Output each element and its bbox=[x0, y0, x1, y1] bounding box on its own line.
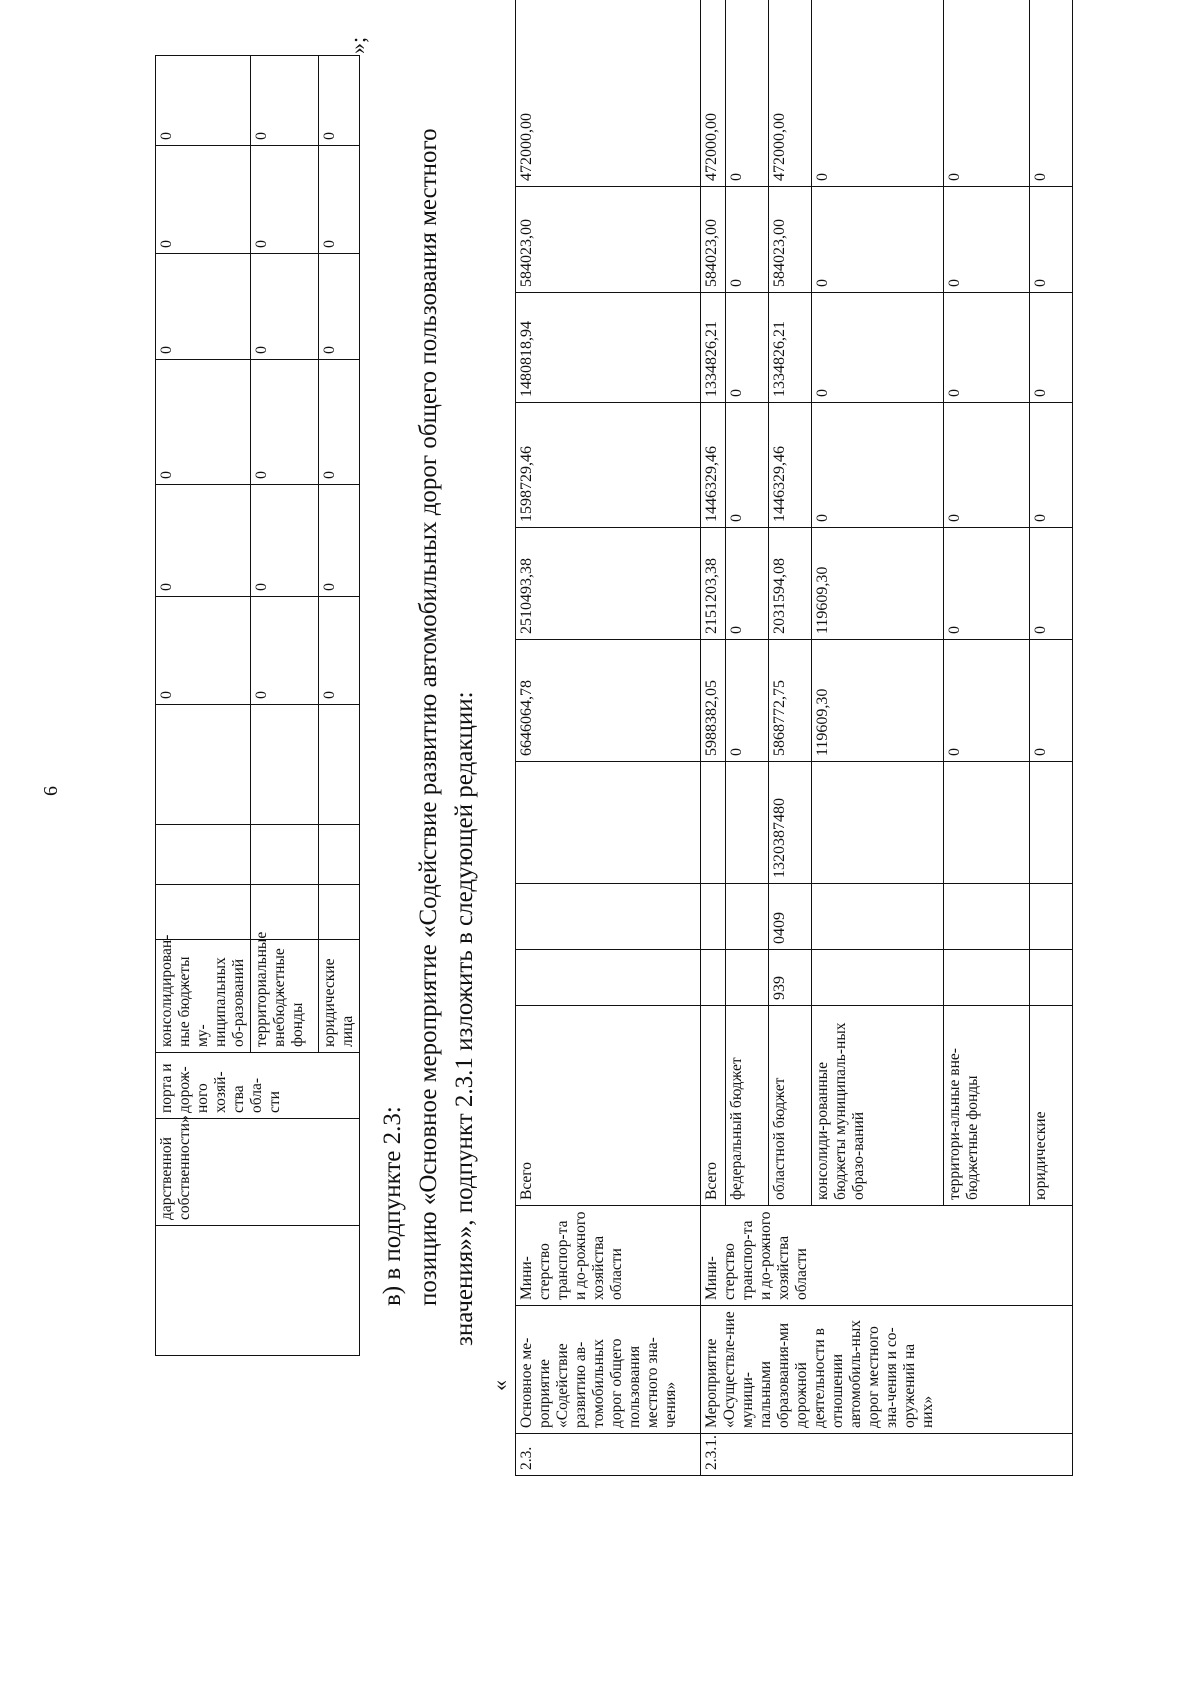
table-cell bbox=[319, 885, 360, 940]
table-cell bbox=[726, 950, 769, 1006]
table-cell: юридические bbox=[1030, 1006, 1073, 1206]
table-cell bbox=[1030, 884, 1073, 950]
table-cell: 1334826,21 bbox=[769, 293, 812, 403]
main-table bbox=[515, 0, 1073, 1476]
table-cell bbox=[726, 762, 769, 884]
table-cell bbox=[1030, 762, 1073, 884]
paragraph-line-2: позицию «Основное мероприятие «Содействие развитию автомобильных дорог общего пользования местного bbox=[415, 128, 442, 1306]
closing-quote: »; bbox=[345, 36, 370, 54]
table-cell: 0 bbox=[251, 254, 319, 360]
table-cell bbox=[516, 884, 701, 950]
table-cell: областной бюджет bbox=[769, 1006, 812, 1206]
table-cell: 0 bbox=[944, 640, 1030, 762]
table-cell: 0 bbox=[726, 293, 769, 403]
top-table bbox=[155, 55, 360, 1356]
table-cell: Мероприятие «Осуществле-ние муници-пальными образования-ми дорожной деятельности в отношении автомобиль-ных дорог местного зна-чения и со-оружений на них» bbox=[701, 1306, 1073, 1434]
table-cell: 472000,00 bbox=[516, 0, 701, 187]
opening-quote: « bbox=[487, 1380, 512, 1391]
table-cell bbox=[726, 884, 769, 950]
table-cell bbox=[516, 762, 701, 884]
table-cell: 0 bbox=[156, 146, 251, 254]
table-cell: консолиди-рованные бюджеты муниципаль-ных образо-ваний bbox=[812, 1006, 944, 1206]
page-number: 6 bbox=[40, 786, 62, 796]
table-cell: 0 bbox=[726, 528, 769, 640]
table-cell bbox=[944, 762, 1030, 884]
table-cell: 0 bbox=[944, 187, 1030, 293]
table-cell: 5868772,75 bbox=[769, 640, 812, 762]
table-cell: 0 bbox=[319, 360, 360, 485]
table-cell: 584023,00 bbox=[516, 187, 701, 293]
table-row bbox=[156, 56, 251, 1356]
table-cell: 0 bbox=[251, 146, 319, 254]
table-cell: 472000,00 bbox=[769, 0, 812, 187]
table-cell: 1480818,94 bbox=[516, 293, 701, 403]
table-cell: 2151203,38 bbox=[701, 528, 726, 640]
table-cell bbox=[156, 1226, 360, 1356]
table-cell bbox=[944, 950, 1030, 1006]
table-cell: юридические лица bbox=[319, 940, 360, 1053]
table-cell: 0 bbox=[726, 187, 769, 293]
table-cell: 0 bbox=[319, 254, 360, 360]
table-cell: 0 bbox=[156, 597, 251, 705]
table-cell: Мини-стерство транспор-та и до-рожного хозяйства области bbox=[701, 1206, 1073, 1306]
table-cell: территори-альные вне-бюджетные фонды bbox=[944, 1006, 1030, 1206]
table-cell: 0 bbox=[251, 485, 319, 597]
table-cell: 0 bbox=[812, 0, 944, 187]
table-cell bbox=[156, 825, 251, 885]
table-cell: 1446329,46 bbox=[701, 403, 726, 528]
table-cell: 119609,30 bbox=[812, 640, 944, 762]
table-cell: 6646064,78 bbox=[516, 640, 701, 762]
table-cell: 0409 bbox=[769, 884, 812, 950]
table-cell: 0 bbox=[251, 360, 319, 485]
table-cell: 1320387480 bbox=[769, 762, 812, 884]
table-cell bbox=[319, 705, 360, 825]
table-cell: 0 bbox=[726, 0, 769, 187]
table-cell: 0 bbox=[251, 56, 319, 146]
table-cell: 0 bbox=[1030, 0, 1073, 187]
table-cell: 0 bbox=[812, 403, 944, 528]
table-cell: 0 bbox=[812, 187, 944, 293]
table-row bbox=[701, 0, 726, 1476]
table-cell bbox=[156, 885, 251, 940]
table-cell bbox=[944, 884, 1030, 950]
table-cell: 2031594,08 bbox=[769, 528, 812, 640]
table-cell: порта и дорож-ного хозяй-ства обла-сти bbox=[156, 1053, 360, 1119]
table-row bbox=[516, 0, 701, 1476]
table-cell: консолидирован-ные бюджеты му-ниципальных об-разований bbox=[156, 940, 251, 1053]
table-cell bbox=[251, 825, 319, 885]
table-cell bbox=[251, 705, 319, 825]
table-cell bbox=[156, 705, 251, 825]
table-cell: 0 bbox=[812, 293, 944, 403]
table-cell: 584023,00 bbox=[769, 187, 812, 293]
table-cell: 2.3.1. bbox=[701, 1434, 1073, 1476]
table-cell: 119609,30 bbox=[812, 528, 944, 640]
table-cell: 0 bbox=[1030, 640, 1073, 762]
table-cell: Всего bbox=[516, 1006, 701, 1206]
table-cell bbox=[812, 762, 944, 884]
table-cell: 0 bbox=[319, 56, 360, 146]
table-cell bbox=[812, 950, 944, 1006]
table-cell: Мини-стерство транспор-та и до-рожного хозяйства области bbox=[516, 1206, 701, 1306]
table-cell: 0 bbox=[156, 360, 251, 485]
table-cell: 0 bbox=[156, 56, 251, 146]
table-cell bbox=[319, 825, 360, 885]
table-cell: 0 bbox=[726, 640, 769, 762]
table-cell bbox=[701, 950, 726, 1006]
table-cell: 0 bbox=[1030, 187, 1073, 293]
table-cell: 939 bbox=[769, 950, 812, 1006]
table-cell: Основное ме-роприятие «Содействие развитию ав-томобильных дорог общего пользования местного зна-чения» bbox=[516, 1306, 701, 1434]
table-cell: 0 bbox=[251, 597, 319, 705]
table-cell: 0 bbox=[319, 485, 360, 597]
table-cell: 0 bbox=[156, 485, 251, 597]
table-cell: 2510493,38 bbox=[516, 528, 701, 640]
table-cell: 0 bbox=[944, 0, 1030, 187]
table-cell bbox=[812, 884, 944, 950]
table-cell: территориальные внебюджетные фонды bbox=[251, 940, 319, 1053]
table-cell: 0 bbox=[156, 254, 251, 360]
table-cell: 472000,00 bbox=[701, 0, 726, 187]
paragraph-line-3: значения»», подпункт 2.3.1 изложить в следующей редакции: bbox=[451, 691, 478, 1346]
table-cell: 0 bbox=[319, 146, 360, 254]
table-cell: 584023,00 bbox=[701, 187, 726, 293]
paragraph-line-1: в) в подпункте 2.3: bbox=[379, 1106, 406, 1306]
table-cell: 5988382,05 bbox=[701, 640, 726, 762]
table-cell bbox=[516, 950, 701, 1006]
table-cell: 0 bbox=[726, 403, 769, 528]
table-cell: 1598729,46 bbox=[516, 403, 701, 528]
table-cell: 0 bbox=[944, 293, 1030, 403]
table-cell: 0 bbox=[944, 528, 1030, 640]
table-cell: 0 bbox=[1030, 293, 1073, 403]
table-cell: федеральный бюджет bbox=[726, 1006, 769, 1206]
table-cell: 0 bbox=[1030, 528, 1073, 640]
table-cell bbox=[701, 762, 726, 884]
table-cell bbox=[1030, 950, 1073, 1006]
table-cell: 0 bbox=[944, 403, 1030, 528]
table-cell: дарственной собственности» bbox=[156, 1119, 360, 1226]
table-cell: 2.3. bbox=[516, 1434, 701, 1476]
table-cell: 1446329,46 bbox=[769, 403, 812, 528]
table-cell: 0 bbox=[319, 597, 360, 705]
table-cell bbox=[701, 884, 726, 950]
table-cell: 1334826,21 bbox=[701, 293, 726, 403]
table-cell: Всего bbox=[701, 1006, 726, 1206]
table-cell: 0 bbox=[1030, 403, 1073, 528]
